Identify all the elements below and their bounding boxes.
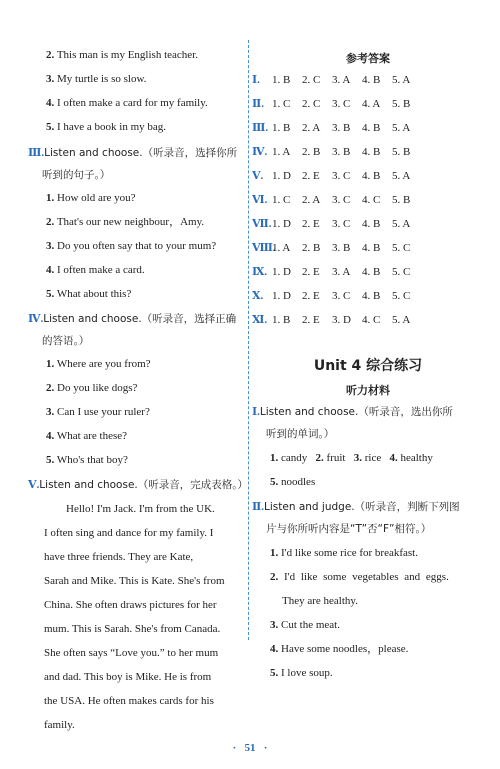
- list-item: 5. Who's that boy?: [46, 454, 128, 466]
- answer-row-number: Ⅷ.: [252, 242, 276, 254]
- answer-item: 2. C: [302, 98, 321, 110]
- answer-item: 2. C: [302, 74, 321, 86]
- answer-item: 3. C: [332, 98, 351, 110]
- list-item: 2. Do you like dogs?: [46, 382, 138, 394]
- answer-item: 3. C: [332, 218, 351, 230]
- page-number-dot: ·: [263, 742, 268, 754]
- section-heading-3-cont: 听到的句子。）: [42, 169, 111, 181]
- answer-item: 5. C: [392, 290, 411, 302]
- answer-item: 5. A: [392, 170, 411, 182]
- answer-item: 2. A: [302, 122, 321, 134]
- answer-item: 4. B: [362, 74, 381, 86]
- answer-item: 2. E: [302, 218, 320, 230]
- answer-item: 1. D: [272, 290, 291, 302]
- answer-item: 1. A: [272, 242, 291, 254]
- answer-row: [252, 145, 422, 158]
- answer-item: 4. B: [362, 122, 381, 134]
- answer-item: 3. A: [332, 74, 351, 86]
- answer-row: [252, 169, 422, 182]
- answer-item: 4. B: [362, 170, 381, 182]
- answer-item: 2. E: [302, 314, 320, 326]
- column-divider: [248, 40, 249, 640]
- passage-line: the USA. He often makes cards for his: [44, 695, 214, 707]
- listening-heading: 听力材料: [346, 384, 390, 397]
- section-heading-4-cont: 的答语。）: [42, 335, 90, 347]
- passage-line: family.: [44, 719, 75, 731]
- section-heading-1: Ⅰ.Listen and choose.（听录音，选出你所: [252, 406, 453, 418]
- list-item: 5. I love soup.: [270, 667, 333, 679]
- listening-passage: [44, 497, 246, 737]
- answer-row: [252, 217, 422, 230]
- answer-row-number: Ⅳ.: [252, 146, 268, 158]
- list-item: 1. I'd like some rice for breakfast.: [270, 547, 418, 559]
- answer-row: [252, 289, 422, 302]
- answer-item: 1. D: [272, 266, 291, 278]
- answer-item: 5. A: [392, 74, 411, 86]
- answer-item: 3. C: [332, 194, 351, 206]
- section-heading-5: Ⅴ.Listen and choose.（听录音，完成表格。）: [28, 479, 248, 491]
- answer-item: 1. D: [272, 170, 291, 182]
- list-item: 2. This man is my English teacher.: [46, 49, 198, 61]
- answer-item: 5. C: [392, 266, 411, 278]
- section-heading-1-cont: 听到的单词。）: [266, 428, 335, 440]
- answer-item: 1. C: [272, 194, 291, 206]
- answer-item: 3. B: [332, 122, 351, 134]
- list-item: 3. Do you often say that to your mum?: [46, 240, 217, 252]
- list-item: 3. Cut the meat.: [270, 619, 340, 631]
- answer-item: 3. B: [332, 242, 351, 254]
- answer-item: 5. A: [392, 122, 411, 134]
- list-item: 1. Where are you from?: [46, 358, 151, 370]
- answer-item: 4. C: [362, 194, 381, 206]
- answer-item: 2. B: [302, 146, 321, 158]
- answer-item: 4. A: [362, 98, 381, 110]
- list-item: 4. I often make a card.: [46, 264, 145, 276]
- answer-item: 3. C: [332, 290, 351, 302]
- answer-item: 5. A: [392, 314, 411, 326]
- list-item: 1. How old are you?: [46, 192, 136, 204]
- passage-line: and dad. This boy is Mike. He is from: [44, 671, 212, 683]
- answer-item: 3. A: [332, 266, 351, 278]
- answer-item: 4. B: [362, 218, 381, 230]
- answer-item: 4. B: [362, 146, 381, 158]
- answer-item: 5. B: [392, 194, 411, 206]
- answer-row: [252, 241, 422, 254]
- passage-line: mum. This is Sarah. She's from Canada.: [44, 623, 221, 635]
- list-item: 3. My turtle is so slow.: [46, 73, 147, 85]
- answer-item: 1. D: [272, 218, 291, 230]
- unit-title: Unit 4 综合练习: [313, 358, 423, 374]
- answer-item: 5. C: [392, 242, 411, 254]
- answer-item: 2. A: [302, 194, 321, 206]
- passage-line: She often says “Love you.” to her mum: [44, 647, 219, 659]
- answer-item: 4. C: [362, 314, 381, 326]
- passage-line: Sarah and Mike. This is Kate. She's from: [44, 575, 225, 587]
- answer-item: 5. B: [392, 98, 411, 110]
- answer-row: [252, 193, 422, 206]
- answer-row-number: Ⅴ.: [252, 170, 264, 182]
- answer-item: 5. A: [392, 218, 411, 230]
- list-item: 5. I have a book in my bag.: [46, 121, 167, 133]
- list-item: 4. Have some noodles，please.: [270, 643, 409, 655]
- answer-item: 4. B: [362, 266, 381, 278]
- answer-row-number: Ⅲ.: [252, 122, 269, 134]
- page-number-dot: ·: [232, 742, 237, 754]
- answer-item: 4. B: [362, 242, 381, 254]
- list-item: 5. noodles: [270, 476, 316, 488]
- answer-row-number: Ⅰ.: [252, 74, 260, 86]
- passage-line: Hello! I'm Jack. I'm from the UK.: [66, 503, 215, 515]
- answer-row: [252, 265, 422, 278]
- list-item: 3. Can I use your ruler?: [46, 406, 150, 418]
- answer-item: 2. B: [302, 242, 321, 254]
- answer-item: 3. D: [332, 314, 351, 326]
- answer-row-number: Ⅸ.: [252, 266, 268, 278]
- list-item: 4. I often make a card for my family.: [46, 97, 208, 109]
- section-heading-2: Ⅱ.Listen and judge.（听录音，判断下列图: [252, 501, 460, 513]
- list-item: 2. I'd like some vegetables and eggs.: [270, 571, 449, 583]
- answer-item: 2. E: [302, 170, 320, 182]
- list-item: 5. What about this?: [46, 288, 132, 300]
- answer-item: 1. A: [272, 146, 291, 158]
- list-item: 2. That's our new neighbour，Amy.: [46, 216, 205, 228]
- passage-line: I often sing and dance for my family. I: [44, 527, 214, 539]
- list-item: 4. What are these?: [46, 430, 128, 442]
- answer-row-number: Ⅺ.: [252, 314, 268, 326]
- passage-line: China. She often draws pictures for her: [44, 599, 217, 611]
- list-item: They are healthy.: [282, 595, 358, 607]
- answer-row: [252, 121, 422, 134]
- section-heading-4: Ⅳ.Listen and choose.（听录音，选择正确: [28, 313, 237, 325]
- answer-row: [252, 97, 422, 110]
- section-heading-2-cont: 片与你所听内容是“T”否“F”相符。）: [266, 523, 432, 535]
- answer-item: 2. E: [302, 266, 320, 278]
- answer-item: 2. E: [302, 290, 320, 302]
- answer-item: 1. B: [272, 314, 291, 326]
- answer-row-number: Ⅵ.: [252, 194, 268, 206]
- answer-row-number: Ⅱ.: [252, 98, 265, 110]
- answer-item: 1. C: [272, 98, 291, 110]
- page-number: [0, 742, 500, 754]
- answer-item: 1. B: [272, 74, 291, 86]
- answer-item: 3. C: [332, 170, 351, 182]
- answer-row: [252, 313, 422, 326]
- answer-item: 1. B: [272, 122, 291, 134]
- word-list: 1. candy 2. fruit 3. rice 4. healthy: [270, 452, 433, 464]
- passage-line: have three friends. They are Kate,: [44, 551, 194, 563]
- answer-item: 4. B: [362, 290, 381, 302]
- answer-item: 3. B: [332, 146, 351, 158]
- answer-row: [252, 73, 422, 86]
- answer-row-number: Ⅹ.: [252, 290, 264, 302]
- page-number-value: 51: [244, 742, 256, 754]
- answer-row-number: Ⅶ.: [252, 218, 272, 230]
- answer-item: 5. B: [392, 146, 411, 158]
- section-heading-3: Ⅲ.Listen and choose.（听录音，选择你所: [28, 147, 238, 159]
- answers-heading: 参考答案: [346, 52, 390, 65]
